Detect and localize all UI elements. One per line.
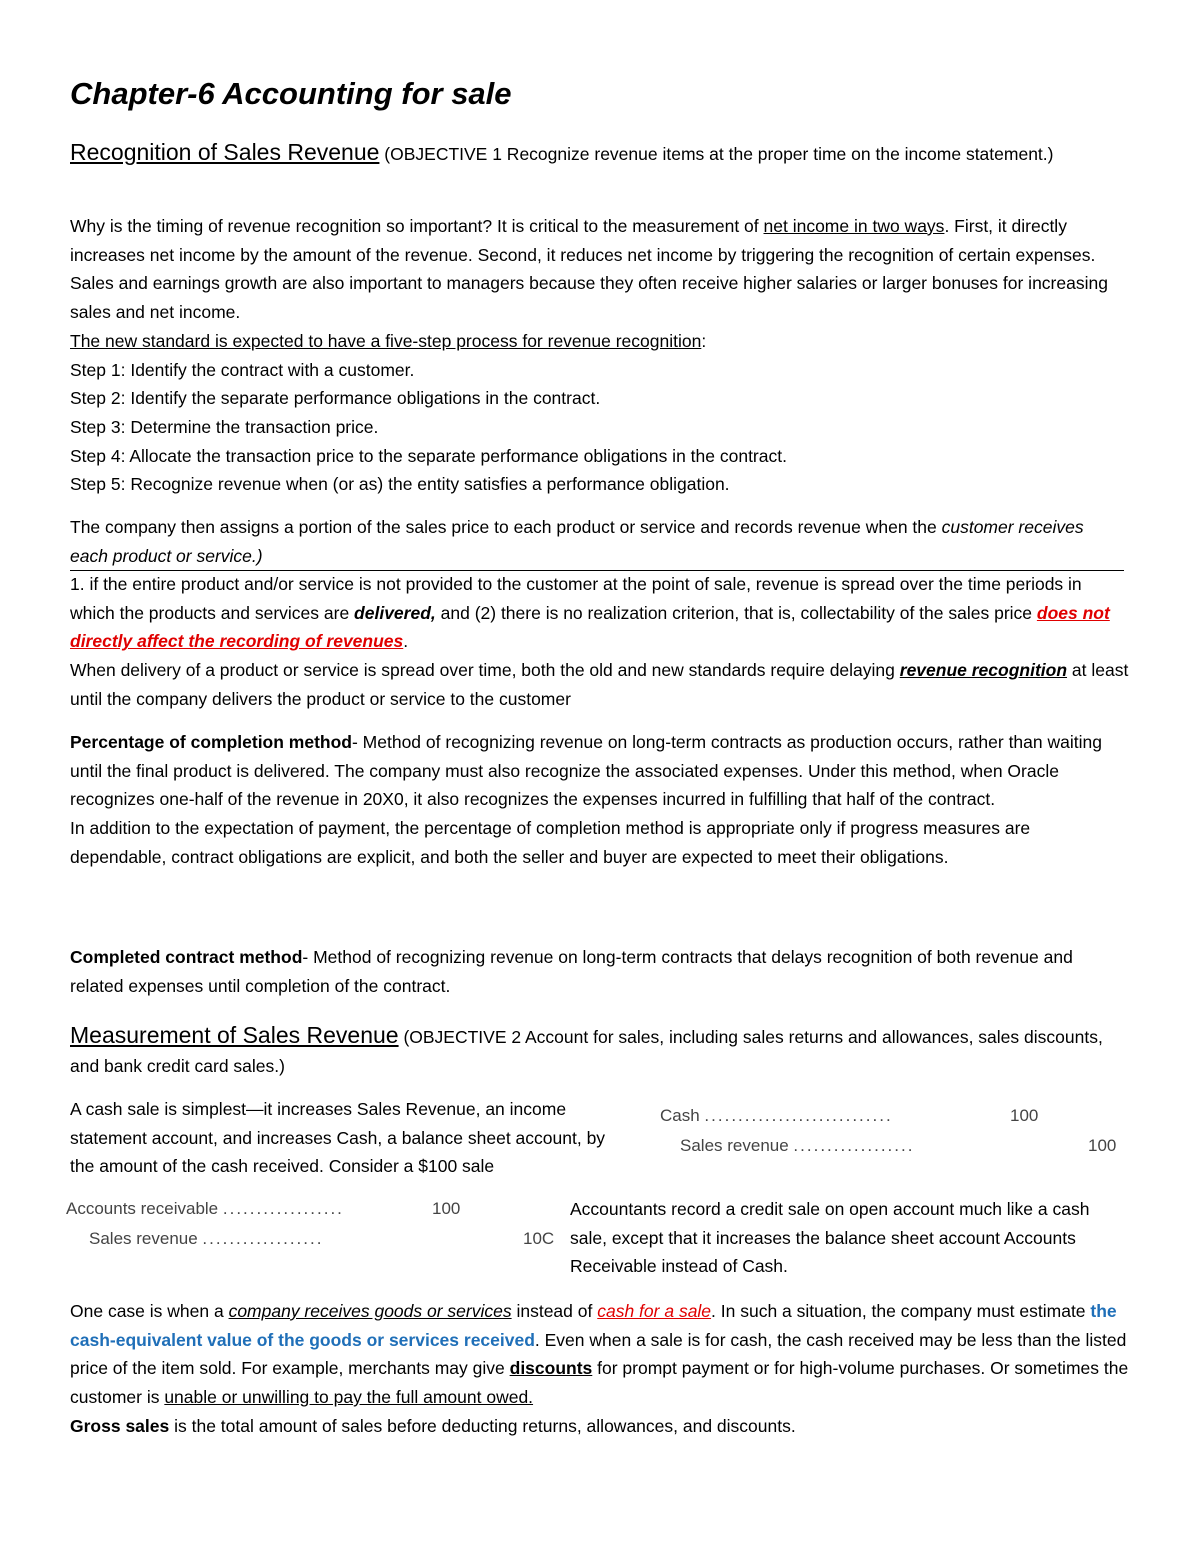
leader-dots: .................. [202,1229,324,1248]
red-emphasis: does not directly affect the recording of revenues [70,602,1110,652]
goods-services-phrase: company receives goods or services [228,1301,512,1321]
cash-sale-text: A cash sale is simplest—it increases Sales Revenue, an income statement account, and increases Cash, a balance sheet account, by the amount of the cash received. Consider a $100 sale [70,1099,606,1177]
assign-paragraph [70,513,1124,571]
step-1 [70,356,1130,385]
cash-sale-paragraph [70,1095,630,1181]
pcm-conditions: In addition to the expectation of payment, the percentage of completion method is appropriate only if progress measures are dependable, contract obligations are explicit, and both the seller and buyer are expected to meet their obligations. [70,818,1031,867]
section-measurement [70,1021,1130,1080]
assign-italic: customer receives each product or service.) [70,517,1084,566]
section-heading-measurement: Measurement of Sales Revenue [70,1022,399,1048]
account-name: Cash [660,1106,700,1125]
five-step-intro: The new standard is expected to have a five-step process for revenue recognition [70,330,702,351]
step-4 [70,442,1130,471]
realization-text: 1. if the entire product and/or service is not provided to the customer at the point of sale, revenue is spread over the time periods in which the products and services are [70,574,1082,623]
journal-debit-row [660,1101,1130,1131]
step-text: Identify the separate performance obligations in the contract. [130,388,601,409]
step-label: Step 3: [70,416,131,437]
cash-equivalent-phrase: the cash-equivalent value of the goods or services received [70,1301,1117,1350]
credit-sale-paragraph [570,1195,1130,1281]
goods-text: One case is when a [70,1301,229,1321]
journal-entry-cash [660,1101,1130,1161]
objective-1: (OBJECTIVE 1 Recognize revenue items at the proper time on the income statement.) [379,144,1054,164]
step-text: Identify the contract with a customer. [130,359,415,380]
delivered-word: delivered, [354,602,436,623]
page-title: Chapter-6 Accounting for sale [70,76,512,111]
step-5 [70,470,1130,499]
gross-sales-definition: is the total amount of sales before deducting returns, allowances, and discounts. [169,1415,796,1436]
cash-for-sale-phrase: cash for a sale [597,1301,712,1321]
step-text: Determine the transaction price. [130,416,379,437]
goods-services-paragraph [70,1297,1130,1441]
section-recognition [70,138,1130,169]
step-2 [70,384,1130,413]
delivery-text-cont: at least until the company delivers the product or service to the customer [70,660,1129,709]
step-label: Step 4: [70,445,130,466]
goods-text-cont3: . Even when a sale is for cash, the cash received may be less than the listed price of the item sold. For example, merchants may give [70,1329,1127,1379]
pcm-term: Percentage of completion method [70,732,352,752]
leader-dots: .................. [222,1199,344,1218]
gross-sales-term: Gross sales [70,1415,170,1436]
realization-paragraph [70,570,1130,714]
percentage-completion-paragraph [70,728,1130,872]
goods-text-cont: instead of [511,1301,598,1321]
step-text: Recognize revenue when (or as) the entity satisfies a performance obligation. [130,474,730,495]
ccm-term: Completed contract method [70,947,303,967]
account-name: Sales revenue [89,1229,198,1248]
debit-amount: 100 [432,1199,461,1218]
journal-credit-row [66,1224,556,1254]
delivery-text: When delivery of a product or service is spread over time, both the old and new standards require delaying [70,660,900,681]
credit-amount: 100 [1088,1136,1117,1155]
step-label: Step 1: [70,359,131,380]
discounts-word: discounts [509,1358,593,1379]
step-label: Step 5: [70,474,131,495]
goods-text-cont4: for prompt payment or for high-volume purchases. Or sometimes the customer is [70,1358,1129,1408]
timing-text: Why is the timing of revenue recognition so important? It is critical to the measurement of [70,216,764,236]
step-text: Allocate the transaction price to the separate performance obligations in the contract. [129,445,787,466]
unable-phrase: unable or unwilling to pay the full amount owed. [164,1387,534,1408]
credit-amount: 10C [523,1229,555,1248]
timing-text-cont: . First, it directly increases net income by the amount of the revenue. Second, it reduces net income by triggering the recognition of certain expenses. Sales and earnings growth are also important to managers because they often receive higher salaries or larger bonuses for increasing sales and net income. [70,216,1108,323]
step-3 [70,413,1130,442]
net-income-phrase: net income in two ways [763,216,945,236]
debit-amount: 100 [1010,1106,1039,1125]
objective-2: (OBJECTIVE 2 Account for sales, including sales returns and allowances, sales discounts, and bank credit card sales.) [70,1027,1103,1076]
realization-text-cont: and (2) there is no realization criterion, that is, collectability of the sales price [435,602,1037,623]
step-label: Step 2: [70,388,131,409]
credit-sale-text: Accountants record a credit sale on open account much like a cash sale, except that it increases the balance sheet account Accounts Receivable instead of Cash. [570,1199,1090,1277]
journal-entry-receivable [66,1194,556,1254]
leader-dots: ............................ [704,1106,893,1125]
realization-period: . [403,631,409,652]
journal-debit-row [66,1194,556,1224]
assign-text: The company then assigns a portion of the sales price to each product or service and records revenue when the [70,517,942,537]
pcm-definition: - Method of recognizing revenue on long-term contracts as production occurs, rather than waiting until the final product is delivered. The company must also recognize the associated expenses. Under this method, when Oracle recognizes one-half of the revenue in 20X0, it also recognizes the expenses incurred in fulfilling that half of the contract. [70,732,1102,810]
account-name: Accounts receivable [66,1199,219,1218]
leader-dots: .................. [793,1136,915,1155]
account-name: Sales revenue [680,1136,789,1155]
goods-text-cont2: . In such a situation, the company must estimate [711,1301,1091,1321]
journal-credit-row [660,1131,1130,1161]
revenue-recognition-term: revenue recognition [899,660,1068,681]
section-heading-recognition: Recognition of Sales Revenue [70,139,380,165]
timing-paragraph [70,212,1130,499]
five-step-colon: : [701,330,707,351]
ccm-definition: - Method of recognizing revenue on long-term contracts that delays recognition of both revenue and related expenses until completion of the contract. [70,947,1073,996]
completed-contract-paragraph [70,943,1130,1000]
